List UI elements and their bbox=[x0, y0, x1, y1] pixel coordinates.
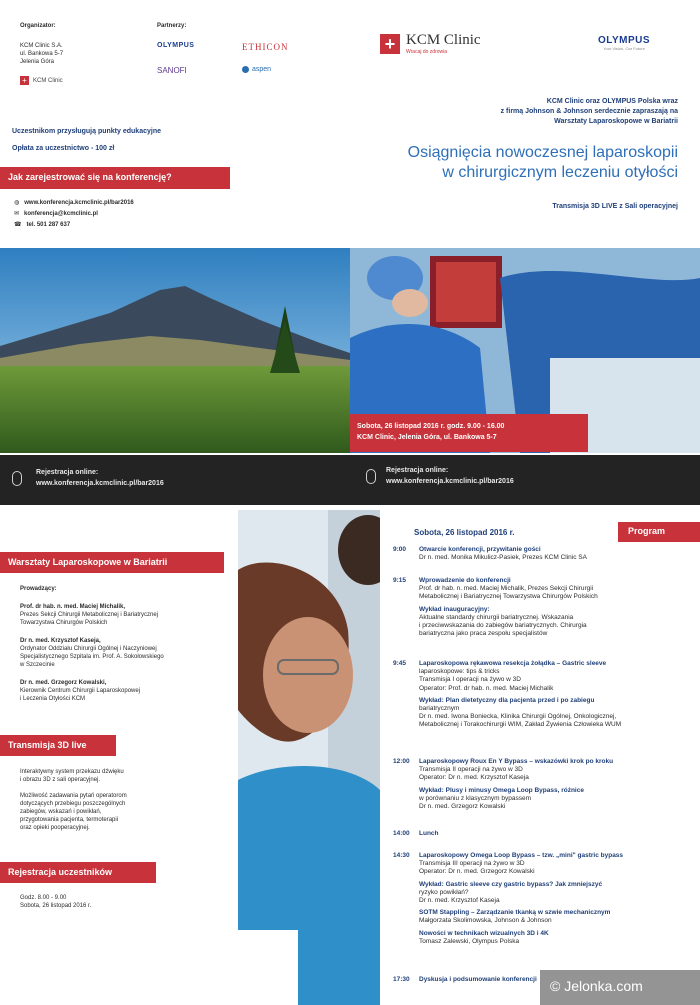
program-line: bariatrycznym bbox=[419, 705, 460, 713]
program-line: w porównaniu z klasycznym bypassem bbox=[419, 794, 531, 802]
online-registration-label: Rejestracja online: bbox=[386, 467, 449, 474]
transmission-line: Interaktywny system przekazu dźwięku bbox=[20, 769, 124, 775]
program-description bbox=[419, 830, 693, 838]
leader-line: i Leczenia Otyłości KCM bbox=[20, 696, 86, 702]
kcm-brand-name: KCM Clinic bbox=[406, 32, 481, 48]
envelope-icon: ✉ bbox=[14, 211, 20, 217]
program-description bbox=[419, 546, 693, 562]
program-line: Wykład: Plan dietetyczny dla pacjenta przed i po zabiegu bbox=[419, 696, 595, 704]
program-line: Metabolicznej i Bariatrycznej Towarzystwa Chirurgów Polskich bbox=[419, 593, 598, 601]
leader-line: Prof. dr hab. n. med. Maciej Michalik, bbox=[20, 604, 126, 610]
conference-title bbox=[340, 143, 678, 183]
mountain-illustration bbox=[0, 248, 350, 453]
program-row bbox=[393, 577, 693, 638]
invitation-block bbox=[360, 97, 678, 127]
leader-entry bbox=[20, 637, 225, 669]
program-description bbox=[419, 758, 693, 811]
invitation-line: z firmą Johnson & Johnson serdecznie zapraszają na bbox=[500, 108, 678, 115]
program-line: Dr n. med. Krzysztof Kaseja bbox=[419, 897, 500, 905]
program-time: 9:15 bbox=[393, 577, 407, 584]
program-time: 14:00 bbox=[393, 830, 410, 837]
organizer-logo-text: KCM Clinic bbox=[33, 77, 63, 84]
transmission-line: oraz opieki pooperacyjnej. bbox=[20, 825, 90, 831]
aspen-text: aspen bbox=[252, 66, 272, 73]
program-line: Nowości w technikach wizualnych 3D i 4K bbox=[419, 929, 549, 937]
partner-logo-aspen bbox=[242, 66, 271, 73]
online-registration-band-right bbox=[350, 455, 700, 505]
program-description bbox=[419, 660, 693, 730]
program-line: Małgorzata Skolimowska, Johnson & Johnson bbox=[419, 917, 552, 925]
leader-line: w Szczecinie bbox=[20, 662, 55, 668]
program-row bbox=[393, 830, 693, 838]
transmission-paragraph bbox=[20, 768, 220, 784]
transmission-line: dotyczących przebiegu poszczególnych bbox=[20, 801, 126, 807]
event-date-box bbox=[350, 414, 588, 452]
leader-line: Prezes Sekcji Chirurgii Metabolicznej i Bariatrycznej bbox=[20, 612, 159, 618]
registration-line: Godz. 8.00 - 9.00 bbox=[20, 895, 67, 901]
program-line: Dr n. med. Monika Mikulicz-Pasiek, Prezes KCM Clinic SA bbox=[419, 554, 587, 562]
organizer-block bbox=[20, 22, 130, 85]
program-line: Tomasz Zalewski, Olympus Polska bbox=[419, 937, 520, 945]
nurse-illustration bbox=[238, 510, 380, 1005]
kcm-brand-tagline: Wracaj do zdrowia bbox=[406, 49, 448, 55]
olympus-brand-tagline: Your Vision, Our Future bbox=[603, 46, 645, 51]
watermark bbox=[540, 970, 700, 1005]
watermark-text: © Jelonka.com bbox=[550, 978, 643, 994]
program-line: Transmisja I operacji na żywo w 3D bbox=[419, 676, 521, 684]
program-line: Wykład inauguracyjny: bbox=[419, 605, 490, 613]
program-line: Operator: Dr n. med. Grzegorz Kowalski bbox=[419, 868, 535, 876]
leader-line: Towarzystwa Chirurgów Polskich bbox=[20, 620, 108, 626]
program-row bbox=[393, 546, 693, 562]
program-line: Transmisja III operacji na żywo w 3D bbox=[419, 860, 525, 868]
contact-web-text: www.konferencja.kcmclinic.pl/bar2016 bbox=[24, 200, 134, 206]
points-text: Uczestnikom przysługują punkty edukacyjne bbox=[12, 128, 161, 135]
online-registration-label: Rejestracja online: bbox=[36, 469, 99, 476]
program-line: Dyskusja i podsumowanie konferencji bbox=[419, 976, 537, 983]
program-line: Transmisja II operacji na żywo w 3D bbox=[419, 766, 523, 774]
transmission-line: i obrazu 3D z sali operacyjnej. bbox=[20, 777, 101, 783]
program-time: 17:30 bbox=[393, 976, 410, 983]
program-description bbox=[419, 577, 693, 638]
workshops-header: Warsztaty Laparoskopowe w Bariatrii bbox=[0, 552, 224, 573]
mountain-photo bbox=[0, 248, 350, 453]
conference-title-line: w chirurgicznym leczeniu otyłości bbox=[442, 164, 678, 181]
event-place: KCM Clinic, Jelenia Góra, ul. Bankowa 5-7 bbox=[357, 434, 497, 441]
leaders-block bbox=[20, 585, 225, 703]
online-registration-band-left bbox=[0, 455, 350, 505]
program-description bbox=[419, 852, 693, 946]
organizer-address bbox=[20, 42, 130, 66]
contact-phone bbox=[14, 221, 134, 229]
organizer-line: Jelenia Góra bbox=[20, 59, 55, 65]
leader-line: Specjalistycznego Szpitala im. Prof. A. Sokołowskiego bbox=[20, 654, 164, 660]
organizer-logo bbox=[20, 76, 130, 85]
program-line: Otwarcie konferencji, przywitanie gości bbox=[419, 546, 541, 553]
kcm-cross-icon: + bbox=[20, 76, 29, 85]
program-row bbox=[393, 660, 693, 730]
program-time: 9:00 bbox=[393, 546, 407, 553]
transmission-subtitle: Transmisja 3D LIVE z Sali operacyjnej bbox=[552, 203, 678, 210]
organizer-line: ul. Bankowa 5-7 bbox=[20, 51, 64, 57]
program-header: Program bbox=[618, 522, 700, 542]
partner-logo-sanofi: SANOFI bbox=[157, 66, 187, 75]
event-date: Sobota, 26 listopad 2016 r. godz. 9.00 - 16.00 bbox=[357, 423, 505, 430]
nurse-photo bbox=[238, 510, 380, 1005]
olympus-brand-name: OLYMPUS bbox=[598, 35, 651, 46]
transmission-paragraph bbox=[20, 792, 220, 832]
program-line: Wykład: Gastric sleeve czy gastric bypass? Jak zmniejszyć bbox=[419, 880, 603, 888]
leader-line: Ordynator Oddziału Chirurgii Ogólnej i Naczyniowej bbox=[20, 646, 157, 652]
program-line: Lunch bbox=[419, 830, 439, 837]
invitation-line: KCM Clinic oraz OLYMPUS Polska wraz bbox=[546, 98, 678, 105]
leader-entry bbox=[20, 603, 225, 627]
transmission-line: Możliwość zadawania pytań operatorom bbox=[20, 793, 127, 799]
partner-logo-ethicon: ETHICON bbox=[242, 42, 289, 52]
transmission-description bbox=[20, 768, 220, 832]
program-line: Operator: Dr n. med. Krzysztof Kaseja bbox=[419, 774, 529, 782]
kcm-clinic-logo bbox=[380, 32, 481, 55]
program-line: bariatryczna jako praca zespołu specjalistów bbox=[419, 630, 548, 638]
transmission-line: przygotowania pacjenta, termoterapii bbox=[20, 817, 119, 823]
program-line: laparoskopowe: tips & tricks bbox=[419, 668, 500, 676]
globe-icon: ◍ bbox=[14, 200, 20, 206]
program-date: Sobota, 26 listopad 2016 r. bbox=[414, 528, 515, 537]
program-line: Laparoskopowy Omega Loop Bypass – tzw. „mini" gastric bypass bbox=[419, 852, 624, 859]
program-line: Laparoskopowy Roux En Y Bypass – wskazówki krok po kroku bbox=[419, 758, 614, 765]
contact-list bbox=[14, 199, 134, 229]
organizer-label: Organizator: bbox=[20, 23, 56, 29]
program-line: Dr n. med. Grzegorz Kowalski bbox=[419, 803, 506, 811]
leader-entry bbox=[20, 679, 225, 703]
program-line: Aktualne standardy chirurgii bariatrycznej. Wskazania bbox=[419, 613, 574, 621]
program-line: Dr n. med. Iwona Boniecka, Klinika Chirurgii Ogólnej, Onkologicznej, bbox=[419, 713, 617, 721]
program-time: 12:00 bbox=[393, 758, 410, 765]
program-row bbox=[393, 852, 693, 946]
program-line: Wprowadzenie do konferencji bbox=[419, 577, 511, 584]
online-registration-url[interactable]: www.konferencja.kcmclinic.pl/bar2016 bbox=[386, 478, 514, 485]
contact-email bbox=[14, 210, 134, 218]
program-line: Operator: Prof. dr hab. n. med. Maciej Michalik bbox=[419, 684, 554, 692]
contact-email-text: konferencja@kcmclinic.pl bbox=[24, 211, 98, 217]
invitation-line: Warsztaty Laparoskopowe w Bariatrii bbox=[554, 118, 678, 125]
online-registration-url[interactable]: www.konferencja.kcmclinic.pl/bar2016 bbox=[36, 480, 164, 487]
leader-line: Kierownik Centrum Chirurgii Laparoskopowej bbox=[20, 688, 141, 694]
registration-header: Rejestracja uczestników bbox=[0, 862, 156, 883]
program-line: SOTM Stappling – Zarządzanie tkanką w szwie mechanicznym bbox=[419, 909, 611, 917]
leader-line: Dr n. med. Grzegorz Kowalski, bbox=[20, 680, 107, 686]
leaders-label: Prowadzący: bbox=[20, 586, 57, 592]
program-line: Metabolicznej i Torakochirurgii WIM, Zakład Żywienia Człowieka WUM bbox=[419, 721, 622, 729]
phone-icon: ☎ bbox=[14, 222, 22, 228]
mouse-icon bbox=[12, 471, 22, 486]
kcm-cross-icon: + bbox=[380, 34, 400, 54]
register-question-bar: Jak zarejestrować się na konferencję? bbox=[0, 167, 230, 189]
program-line: Wykład: Plusy i minusy Omega Loop Bypass, różnice bbox=[419, 786, 584, 794]
contact-web bbox=[14, 199, 134, 207]
transmission-header: Transmisja 3D live bbox=[0, 735, 116, 756]
partners-label: Partnerzy: bbox=[157, 23, 187, 29]
contact-phone-text: tel. 501 287 637 bbox=[26, 222, 71, 228]
olympus-logo bbox=[598, 35, 650, 51]
program-line: i przeciwwskazania do zabiegów bariatrycznych. Chirurgia bbox=[419, 622, 587, 630]
program-line: Laparoskopowa rękawowa resekcja żołądka – Gastric sleeve bbox=[419, 660, 607, 667]
partner-logo-olympus: OLYMPUS bbox=[157, 42, 195, 49]
program-time: 9:45 bbox=[393, 660, 407, 667]
transmission-line: zabiegów, wskazań i powikłań, bbox=[20, 809, 102, 815]
leader-line: Dr n. med. Krzysztof Kaseja, bbox=[20, 638, 101, 644]
program-time: 14:30 bbox=[393, 852, 410, 859]
program-line: Prof. dr hab. n. med. Maciej Michalik, Prezes Sekcji Chirurgii bbox=[419, 585, 594, 593]
organizer-line: KCM Clinic S.A. bbox=[20, 43, 63, 49]
program-row bbox=[393, 758, 693, 811]
mouse-icon bbox=[366, 469, 376, 484]
program-line: ryzyko powikłań? bbox=[419, 888, 469, 896]
aspen-circle-icon bbox=[242, 66, 249, 73]
conference-title-line: Osiągnięcia nowoczesnej laparoskopii bbox=[407, 144, 678, 161]
registration-line: Sobota, 26 listopad 2016 r. bbox=[20, 903, 92, 909]
fee-text: Opłata za uczestnictwo - 100 zł bbox=[12, 145, 115, 152]
registration-details bbox=[20, 894, 91, 910]
